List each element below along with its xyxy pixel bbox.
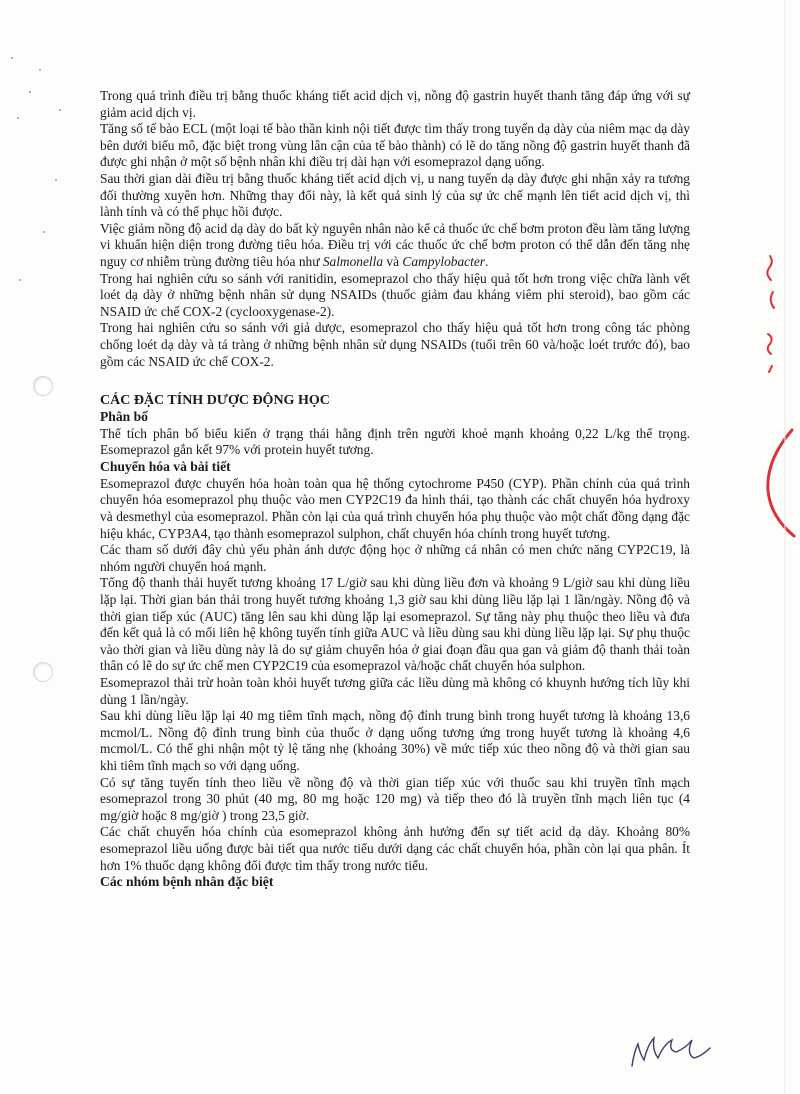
section-spacer	[100, 370, 690, 392]
paragraph-ecl-cells: Tăng số tế bào ECL (một loại tế bào thần kinh nội tiết được tìm thấy trong tuyến dạ dày của niêm mạc dạ dày bên dưới biểu mô, đặc biệt trong vùng lân cận của tế bào thành) có lẽ do tăng nồng độ gastrin huyết thanh đã được ghi nhận ở một số bệnh nhân khi điều trị dài hạn với esomeprazol dạng uống.	[100, 121, 690, 170]
edge-specks	[11, 57, 61, 281]
paragraph-infusion: Có sự tăng tuyến tính theo liều về nồng độ và thời gian tiếp xúc với thuốc sau khi truyền tĩnh mạch esomeprazol trong 30 phút (40 mg, 80 mg hoặc 120 mg) và tiếp theo đó là truyền tĩnh mạch liên tục (4 mg/giờ hoặc 8 mg/giờ ) trong 23,5 giờ.	[100, 774, 690, 823]
speck	[59, 109, 61, 111]
paragraph-cyp-metabolism: Esomeprazol được chuyển hóa hoàn toàn qua hệ thống cytochrome P450 (CYP). Phần chính của quá trình chuyển hóa esomeprazol phụ thuộc vào men CYP2C19 đa hình thái, tạo thành các chất chuyển hóa hydroxy và desmethyl của esomeprazol. Phần còn lại của quá trình chuyển hóa phụ thuộc vào một chất đồng dạng đặc hiệu khác, CYP3A4, tạo thành esomeprazol sulphon, chất chuyển hóa chính trong huyết tương.	[100, 475, 690, 541]
signature-stroke	[632, 1038, 710, 1066]
speck	[11, 57, 13, 59]
speck	[19, 279, 21, 281]
paragraph-excretion: Các chất chuyển hóa chính của esomeprazol không ảnh hưởng đến sự tiết acid dạ dày. Khoảng 80% esomeprazol liều uống được bài tiết qua nước tiểu dưới dạng các chất chuyển hóa, phần còn lại qua phân. Ít hơn 1% thuốc dạng không đổi được tìm thấy trong nước tiểu.	[100, 824, 690, 873]
red-arc	[768, 430, 794, 536]
speck	[29, 91, 31, 93]
red-mark-1	[767, 256, 771, 280]
subheading-distribution: Phân bố	[100, 409, 148, 425]
paragraph-gastrin: Trong quá trình điều trị bằng thuốc kháng tiết acid dịch vị, nồng độ gastrin huyết thanh tăng đáp ứng với sự giảm acid dịch vị.	[100, 88, 690, 120]
paragraph-gland-cysts: Sau thời gian dài điều trị bằng thuốc kháng tiết acid dịch vị, u nang tuyến dạ dày được ghi nhận xảy ra tương đối thường xuyên hơn. Những thay đổi này, là kết quả sinh lý của sự ức chế mạnh lên tiết acid dịch vị, thì lành tính và có thể phục hồi được.	[100, 170, 690, 220]
paragraph-distribution: Thể tích phân bố biểu kiến ở trạng thái hằng định trên người khoẻ mạnh khoảng 0,22 L/kg thể trọng. Esomeprazol gắn kết 97% với protein huyết tương.	[100, 425, 690, 458]
paragraph-iv-peak: Sau khi dùng liều lặp lại 40 mg tiêm tĩnh mạch, nồng độ đỉnh trung bình trong huyết tương là khoảng 13,6 mcmol/L. Nồng độ đỉnh trung bình của thuốc ở dạng uống tương ứng trong huyết tương là khoảng 4,6 mcmol/L. Có thể ghi nhận một tỷ lệ tăng nhẹ (khoảng 30%) về mức tiếp xúc theo nồng độ và thời gian sau khi tiêm tĩnh mạch so với dạng uống.	[100, 708, 690, 773]
red-mark-2	[771, 292, 774, 308]
salmonella-term: Salmonella	[322, 253, 384, 269]
subheading-special-populations: Các nhóm bệnh nhân đặc biệt	[100, 874, 274, 890]
speck	[55, 179, 57, 181]
paragraph-elimination: Esomeprazol thải trừ hoàn toàn khỏi huyết tương giữa các liều dùng mà không có khuynh hướng tích lũy khi dùng 1 lần/ngày.	[100, 675, 690, 707]
speck	[43, 231, 45, 233]
red-mark-4	[769, 366, 772, 372]
subheading-metabolism: Chuyển hóa và bài tiết	[100, 459, 231, 475]
conjunction: và	[383, 253, 403, 269]
speck	[39, 69, 41, 71]
infection-text: Việc giảm nồng độ acid dạ dày do bất kỳ nguyên nhân nào kể cả thuốc ức chế bơm proton đều làm tăng lượng vi khuẩn hiện diện trong đường tiêu hóa. Điều trị với các thuốc ức chế bơm proton có thể dẫn đến tăng nhẹ nguy cơ nhiễm trùng đường tiêu hóa như	[100, 220, 690, 269]
paragraph-parameters: Các tham số dưới đây chủ yếu phản ánh dược động học ở những cá nhân có men chức năng CYP2C19, là nhóm người chuyển hoá mạnh.	[100, 542, 690, 574]
document-body	[100, 88, 690, 891]
paragraph-placebo-study: Trong hai nghiên cứu so sánh với giả dược, esomeprazol cho thấy hiệu quả tốt hơn trong công tác phòng chống loét dạ dày và tá tràng ở những bệnh nhân sử dụng NSAIDs (tuổi trên 60 và/hoặc loét trước đó), bao gồm các NSAID ức chế COX-2.	[100, 320, 690, 369]
paragraph-ranitidine-study: Trong hai nghiên cứu so sánh với ranitidin, esomeprazol cho thấy hiệu quả tốt hơn trong việc chữa lành vết loét dạ dày ở những bệnh nhân sử dụng NSAIDs (thuốc giảm đau kháng viêm phi steroid), bao gồm các NSAID ức chế COX-2 (cyclooxygenase-2).	[100, 270, 690, 319]
section-heading-pharmacokinetics: CÁC ĐẶC TÍNH DƯỢC ĐỘNG HỌC	[100, 393, 330, 409]
red-mark-3	[768, 334, 772, 354]
red-margin-marks	[767, 256, 794, 536]
campylobacter-term: Campylobacter	[402, 253, 485, 269]
signature-initials	[626, 1024, 716, 1074]
speck	[17, 117, 19, 119]
sentence-end: .	[484, 253, 489, 269]
paragraph-clearance: Tổng độ thanh thải huyết tương khoảng 17 L/giờ sau khi dùng liều đơn và khoảng 9 L/giờ sau khi dùng liều lặp lại. Thời gian bán thải trong huyết tương khoảng 1,3 giờ sau khi dùng liều lặp lại 1 lần/ngày. Nồng độ và thời gian tiếp xúc (AUC) tăng lên sau khi dùng lặp lại esomeprazol. Sự tăng này phụ thuộc theo liều và đưa đến kết quả là có mối liên hệ không tuyến tính giữa AUC và liều dùng sau khi dùng liều lặp lại. Sự phụ thuộc vào thời gian và liều dùng này là do sự giảm chuyển hóa ở giai đoạn đầu qua gan và giảm độ thanh thải toàn thân có lẽ do sự ức chế men CYP2C19 của esomeprazol và/hoặc chất chuyển hóa sulphon.	[100, 575, 690, 674]
paragraph-bacterial-infection	[100, 221, 690, 271]
